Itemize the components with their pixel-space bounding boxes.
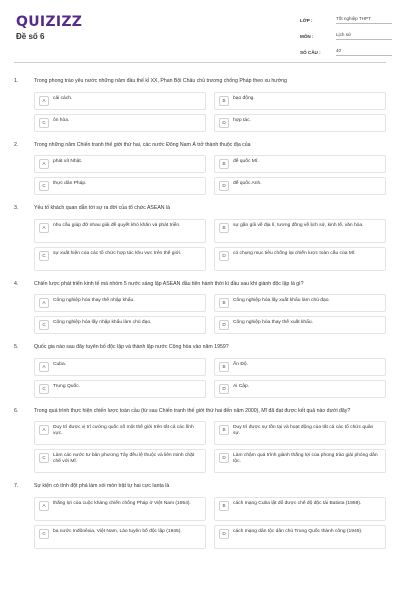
meta-value: 40 — [336, 48, 392, 56]
question-number: 4. — [14, 280, 19, 287]
option-c[interactable] — [34, 525, 206, 549]
option-letter: C — [39, 251, 49, 261]
answer-options — [34, 92, 386, 132]
option-letter: B — [219, 223, 229, 233]
option-letter: C — [39, 118, 49, 128]
meta-row-question-count — [300, 46, 392, 58]
option-letter: D — [219, 384, 229, 394]
option-a[interactable] — [34, 497, 206, 521]
question-text: Quốc gia nào sau đây tuyên bố độc lập và thành lập nước Cộng hòa vào năm 1959? — [34, 344, 229, 350]
option-letter: B — [219, 362, 229, 372]
answer-options — [34, 421, 386, 473]
option-c[interactable] — [34, 449, 206, 473]
question-4 — [14, 281, 386, 335]
option-text: Công nghiệp hóa lấy nhập khẩu làm chủ đạo. — [53, 320, 152, 325]
question-header — [14, 281, 386, 289]
meta-key: SỐ CÂU : — [300, 49, 321, 55]
option-letter: A — [39, 96, 49, 106]
option-text: cải cách. — [53, 95, 73, 101]
option-text: Cuba. — [53, 361, 67, 367]
option-text: Ai Cập. — [233, 383, 250, 389]
option-text: ôn hòa. — [53, 117, 70, 123]
option-letter: A — [39, 159, 49, 169]
question-number: 5. — [14, 344, 19, 350]
option-letter: D — [219, 453, 229, 463]
question-number: 3. — [14, 205, 19, 211]
option-b[interactable] — [214, 294, 386, 312]
answer-options — [34, 155, 386, 195]
answer-options — [34, 219, 386, 271]
option-text: thắng lợi của cuộc kháng chiến chống Pháp ở Việt Nam (1954). — [53, 500, 191, 506]
option-a[interactable] — [34, 294, 206, 312]
question-text: Trong phong trào yêu nước những năm đầu thế kỉ XX, Phan Bội Châu chủ trương chống Pháp theo xu hướng — [34, 78, 287, 84]
option-text: ba nước Inđônêxia, Việt Nam, Lào tuyên bố độc lập (1945). — [53, 528, 182, 534]
option-letter: C — [39, 320, 49, 330]
option-b[interactable] — [214, 421, 386, 445]
option-letter: D — [219, 529, 229, 539]
option-text: Duy trì được vị trí cường quốc số một thế giới trên tất cả các lĩnh vực. — [53, 425, 194, 437]
question-number: 2. — [14, 141, 19, 148]
question-header — [14, 344, 386, 352]
option-a[interactable] — [34, 219, 206, 243]
header-divider — [14, 62, 386, 63]
option-text: Làm các nước tư bản phương Tây đều lệ thuộc và liên minh chặt chẽ với Mĩ. — [53, 453, 195, 465]
option-text: nhu cầu giúp đỡ nhau giải đề quyết khó khăn và phát triển. — [53, 222, 181, 228]
option-text: Trung Quốc. — [53, 383, 81, 389]
question-6 — [14, 408, 386, 474]
option-text: phát xít Nhật. — [53, 159, 83, 164]
question-number: 6. — [14, 407, 19, 414]
option-text: Làm chậm quá trình giành thắng lợi của phong trào giải phóng dân tộc. — [233, 453, 378, 465]
question-number: 1. — [14, 78, 19, 84]
option-d[interactable] — [214, 525, 386, 549]
option-letter: A — [39, 425, 49, 435]
question-number: 7. — [14, 483, 19, 489]
question-3 — [14, 205, 386, 271]
option-letter: B — [219, 159, 229, 169]
option-text: cách mạng Cuba lật đổ được chế độ độc tài Batixta (1959). — [233, 500, 362, 506]
option-text: cách mạng dân tộc dân chủ Trung Quốc thành công (1949). — [233, 528, 363, 534]
option-letter: A — [39, 501, 49, 511]
question-header — [14, 205, 386, 213]
meta-row-class — [300, 14, 392, 26]
option-letter: A — [39, 298, 49, 308]
option-text: đế quốc Anh. — [233, 181, 262, 186]
worksheet-header — [0, 0, 400, 70]
meta-value: Lịch sử — [336, 32, 392, 40]
option-d[interactable] — [214, 247, 386, 271]
option-d[interactable] — [214, 114, 386, 132]
meta-key: MÔN : — [300, 33, 314, 39]
option-text: bạo động. — [233, 95, 255, 101]
question-header — [14, 78, 386, 86]
option-d[interactable] — [214, 177, 386, 195]
option-a[interactable] — [34, 421, 206, 445]
option-text: Ấn Độ. — [233, 361, 248, 367]
option-letter: A — [39, 362, 49, 372]
option-text: có chung mục tiêu chống lại chiến lược toàn cầu của Mĩ. — [233, 250, 356, 256]
option-letter: B — [219, 425, 229, 435]
option-b[interactable] — [214, 358, 386, 376]
exam-meta — [300, 14, 392, 62]
option-d[interactable] — [214, 316, 386, 334]
option-a[interactable] — [34, 155, 206, 173]
option-text: thực dân Pháp. — [53, 181, 87, 186]
option-c[interactable] — [34, 114, 206, 132]
question-text: Trong những năm Chiến tranh thế giới thứ hai, các nước Đông Nam Á trở thành thuộc địa của — [34, 141, 251, 148]
meta-row-subject — [300, 30, 392, 42]
option-letter: D — [219, 320, 229, 330]
question-header — [14, 142, 386, 150]
question-1 — [14, 78, 386, 132]
option-text: Công nghiệp hóa thay thế nhập khẩu. — [53, 298, 135, 303]
option-letter: C — [39, 453, 49, 463]
option-b[interactable] — [214, 155, 386, 173]
exam-title: Đề số 6 — [16, 32, 45, 41]
option-letter: C — [39, 181, 49, 191]
option-text: Công nghiệp hóa lấy xuất khẩu làm chủ đạo. — [233, 298, 330, 303]
option-letter: C — [39, 529, 49, 539]
option-text: sự gần gũi về địa lí, tương đồng về lịch sử, kinh tế, văn hóa. — [233, 222, 364, 228]
option-b[interactable] — [214, 219, 386, 243]
question-list — [14, 78, 386, 559]
question-text: Chiến lược phát triển kinh tế mà nhóm 5 nước sáng lập ASEAN đầu tiên hành thời kì đầu sau khi giành độc lập là gì? — [34, 280, 304, 287]
question-2 — [14, 142, 386, 196]
answer-options — [34, 497, 386, 549]
option-text: Duy trì được sự tồn tại và hoạt động của tất cả các tổ chức quân sự. — [233, 425, 374, 437]
option-text: Công nghiệp hóa thay thế xuất khẩu. — [233, 320, 313, 325]
option-letter: D — [219, 118, 229, 128]
option-a[interactable] — [34, 92, 206, 110]
option-letter: D — [219, 181, 229, 191]
question-5 — [14, 344, 386, 398]
question-header — [14, 483, 386, 491]
option-letter: D — [219, 251, 229, 261]
option-b[interactable] — [214, 92, 386, 110]
meta-value: Tốt nghiệp THPT — [336, 16, 392, 24]
question-7 — [14, 483, 386, 549]
option-letter: B — [219, 501, 229, 511]
option-text: sự xuất hiện của các tổ chức hợp tác khu vực trên thế giới. — [53, 250, 182, 256]
question-header — [14, 408, 386, 416]
option-d[interactable] — [214, 449, 386, 473]
option-letter: B — [219, 298, 229, 308]
option-d[interactable] — [214, 380, 386, 398]
quizizz-logo: QUIZIZZ — [16, 14, 83, 30]
option-b[interactable] — [214, 497, 386, 521]
option-text: đế quốc Mĩ. — [233, 159, 259, 164]
option-a[interactable] — [34, 358, 206, 376]
option-letter: C — [39, 384, 49, 394]
meta-key: LỚP : — [300, 17, 313, 23]
option-c[interactable] — [34, 380, 206, 398]
option-c[interactable] — [34, 177, 206, 195]
option-c[interactable] — [34, 247, 206, 271]
option-letter: A — [39, 223, 49, 233]
answer-options — [34, 358, 386, 398]
question-text: Sự kiện có tính đột phá làm xói mòn trật tự hai cực Ianta là — [34, 483, 170, 489]
answer-options — [34, 294, 386, 334]
option-c[interactable] — [34, 316, 206, 334]
question-text: Trong quá trình thực hiện chiến lược toàn cầu (từ sau Chiến tranh thế giới thứ hai đến năm 2000), Mĩ đã đạt được kết quả nào dưới đây? — [34, 407, 351, 414]
question-text: Yếu tố khách quan dẫn tới sự ra đời của tổ chức ASEAN là — [34, 205, 171, 211]
option-letter: B — [219, 96, 229, 106]
option-text: hợp tác. — [233, 117, 251, 123]
